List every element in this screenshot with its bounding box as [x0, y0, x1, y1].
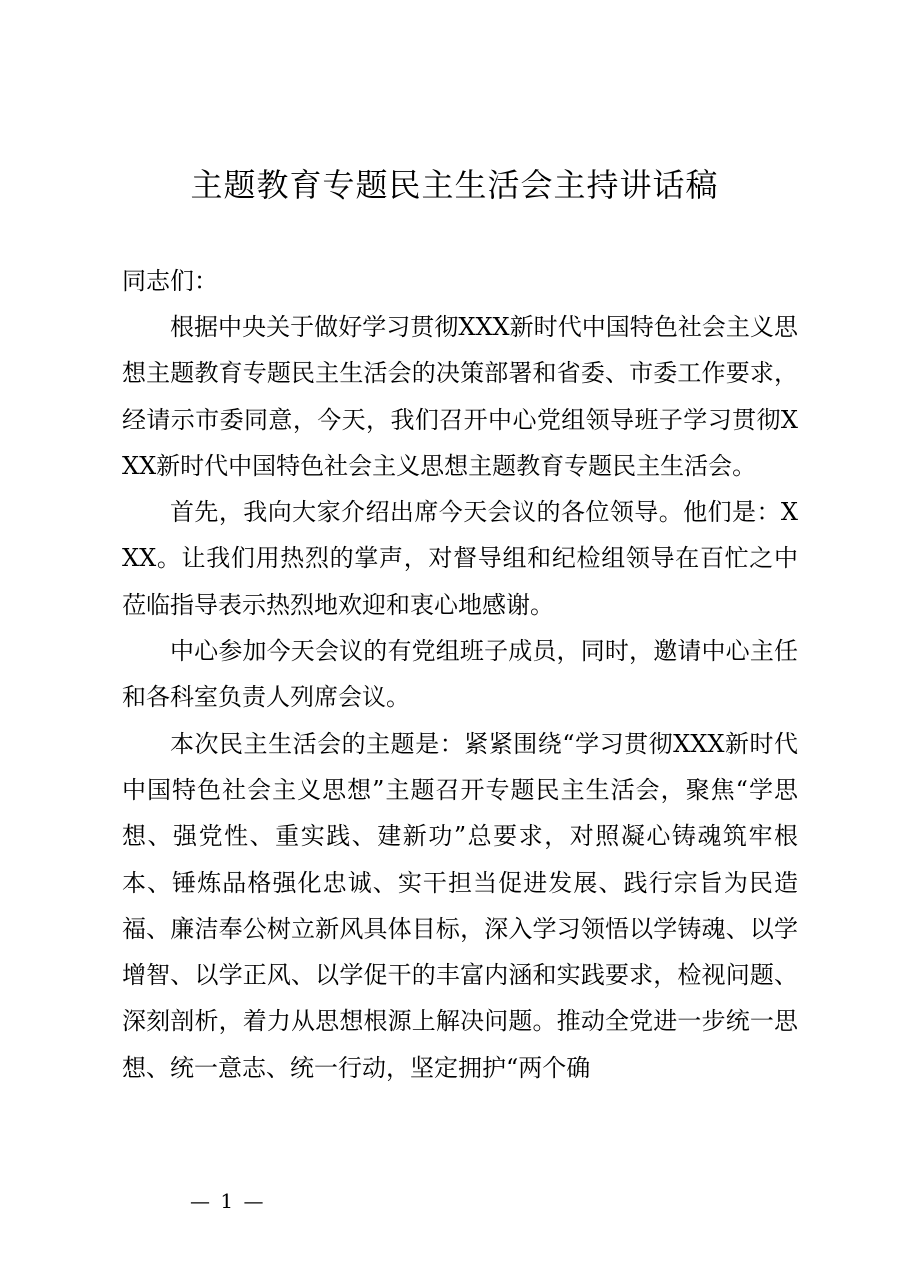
paragraph-4: 本次民主生活会的主题是：紧紧围绕“学习贯彻XXX新时代中国特色社会主义思想”主题召开专题民主生活会，聚焦“学思想、强党性、重实践、建新功”总要求，对照凝心铸魂筑牢根本、锤炼品格强化忠诚、实干担当促进发展、践行宗旨为民造福、廉洁奉公树立新风具体目标，深入学习领悟以学铸魂、以学增智、以学正风、以学促干的丰富内涵和实践要求，检视问题、深刻剖析，着力从思想根源上解决问题。推动全党进一步统一思想、统一意志、统一行动，坚定拥护“两个确	[122, 729, 798, 1082]
salutation: 同志们：	[122, 267, 218, 295]
page-number: — 1 —	[190, 1189, 266, 1213]
paragraph-3: 中心参加今天会议的有党组班子成员，同时，邀请中心主任和各科室负责人列席会议。	[122, 637, 798, 712]
paragraph-2: 首先，我向大家介绍出席今天会议的各位领导。他们是：XXX。让我们用热烈的掌声，对督导组和纪检组领导在百忙之中莅临指导表示热烈地欢迎和衷心地感谢。	[122, 498, 798, 619]
paragraph-1: 根据中央关于做好学习贯彻XXX新时代中国特色社会主义思想主题教育专题民主生活会的决策部署和省委、市委工作要求，经请示市委同意，今天，我们召开中心党组领导班子学习贯彻XXX新时代中国特色社会主义思想主题教育专题民主生活会。	[122, 313, 798, 480]
document-title: 主题教育专题民主生活会主持讲话稿	[190, 166, 719, 204]
document-body	[122, 258, 798, 1091]
